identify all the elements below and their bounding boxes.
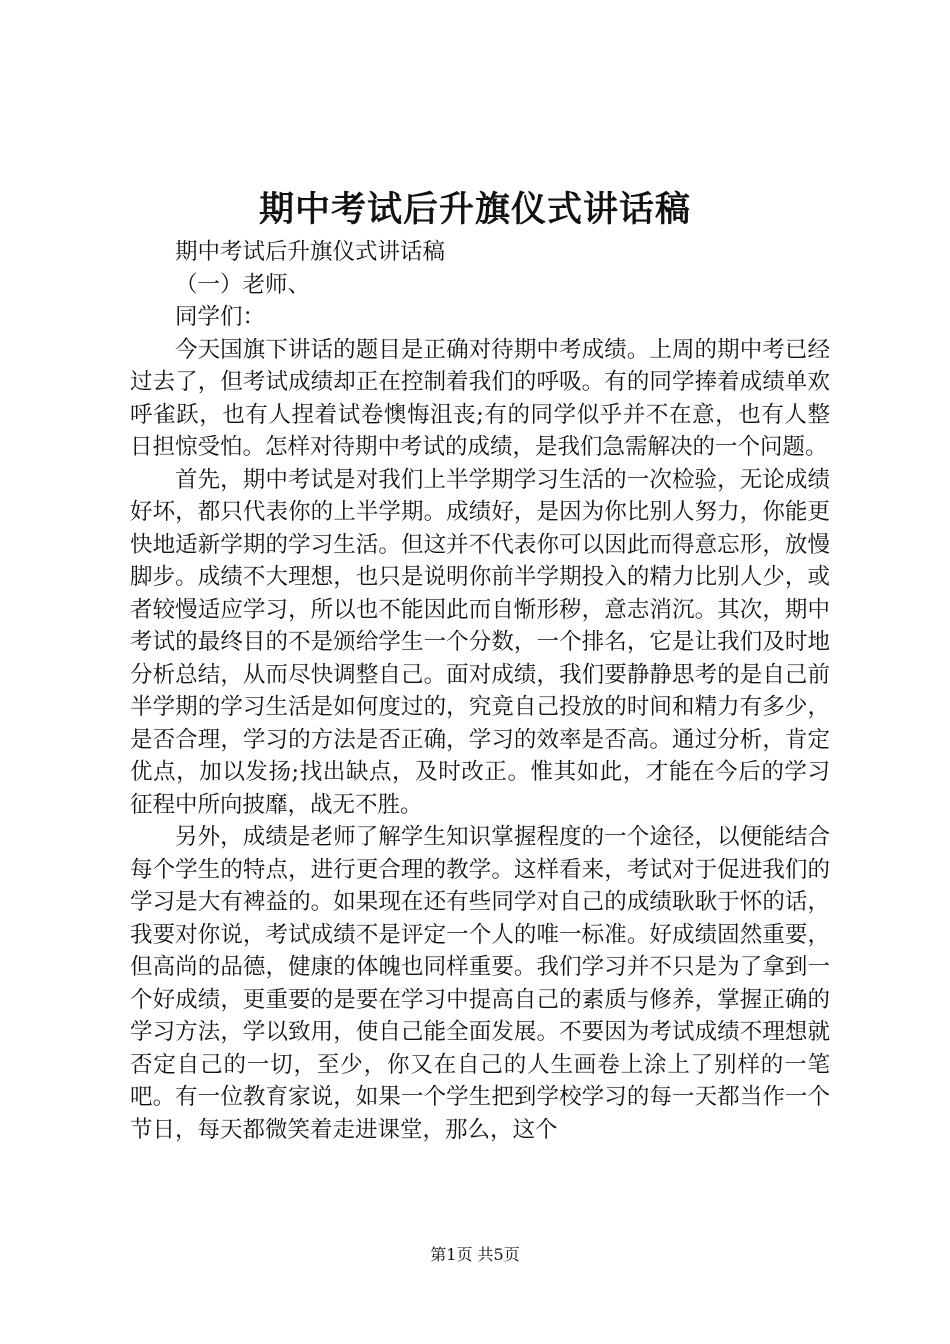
page-footer: 第1页 共5页 xyxy=(430,1245,520,1264)
paragraph: 同学们： xyxy=(175,304,266,330)
paragraph: 今天国旗下讲话的题目是正确对待期中考成绩。上周的期中考已经过去了，但考试成绩却正在控制着我们的呼吸。有的同学捧着成绩单欢呼雀跃，也有人捏着试卷懊悔沮丧;有的同学似乎并不在意，也有人整日担惊受怕。怎样对待期中考试的成绩，是我们急需解决的一个问题。 xyxy=(130,336,830,460)
paragraph: 另外，成绩是老师了解学生知识掌握程度的一个途径，以便能结合每个学生的特点，进行更合理的教学。这样看来，考试对于促进我们的学习是大有裨益的。如果现在还有些同学对自己的成绩耿耿于怀的话，我要对你说，考试成绩不是评定一个人的唯一标准。好成绩固然重要，但高尚的品德，健康的体魄也同样重要。我们学习并不只是为了拿到一个好成绩，更重要的是要在学习中提高自己的素质与修养，掌握正确的学习方法，学以致用，使自己能全面发展。不要因为考试成绩不理想就否定自己的一切，至少，你又在自己的人生画卷上涂上了别样的一笔吧。有一位教育家说，如果一个学生把到学校学习的每一天都当作一个节日，每天都微笑着走进课堂，那么，这个 xyxy=(130,824,830,1143)
document-body xyxy=(130,236,830,1146)
paragraph: 首先，期中考试是对我们上半学期学习生活的一次检验，无论成绩好坏，都只代表你的上半学期。成绩好，是因为你比别人努力，你能更快地适新学期的学习生活。但这并不代表你可以因此而得意忘形，放慢脚步。成绩不大理想，也只是说明你前半学期投入的精力比别人少，或者较慢适应学习，所以也不能因此而自惭形秽，意志消沉。其次，期中考试的最终目的不是颁给学生一个分数，一个排名，它是让我们及时地分析总结，从而尽快调整自己。面对成绩，我们要静静思考的是自己前半学期的学习生活是如何度过的，究竟自己投放的时间和精力有多少，是否合理，学习的方法是否正确，学习的效率是否高。通过分析，肯定优点，加以发扬;找出缺点，及时改正。惟其如此，才能在今后的学习征程中所向披靡，战无不胜。 xyxy=(130,466,830,818)
paragraph: （一）老师、 xyxy=(175,271,311,298)
document-title: 期中考试后升旗仪式讲话稿 xyxy=(258,189,691,230)
paragraph: 期中考试后升旗仪式讲话稿 xyxy=(175,239,446,265)
